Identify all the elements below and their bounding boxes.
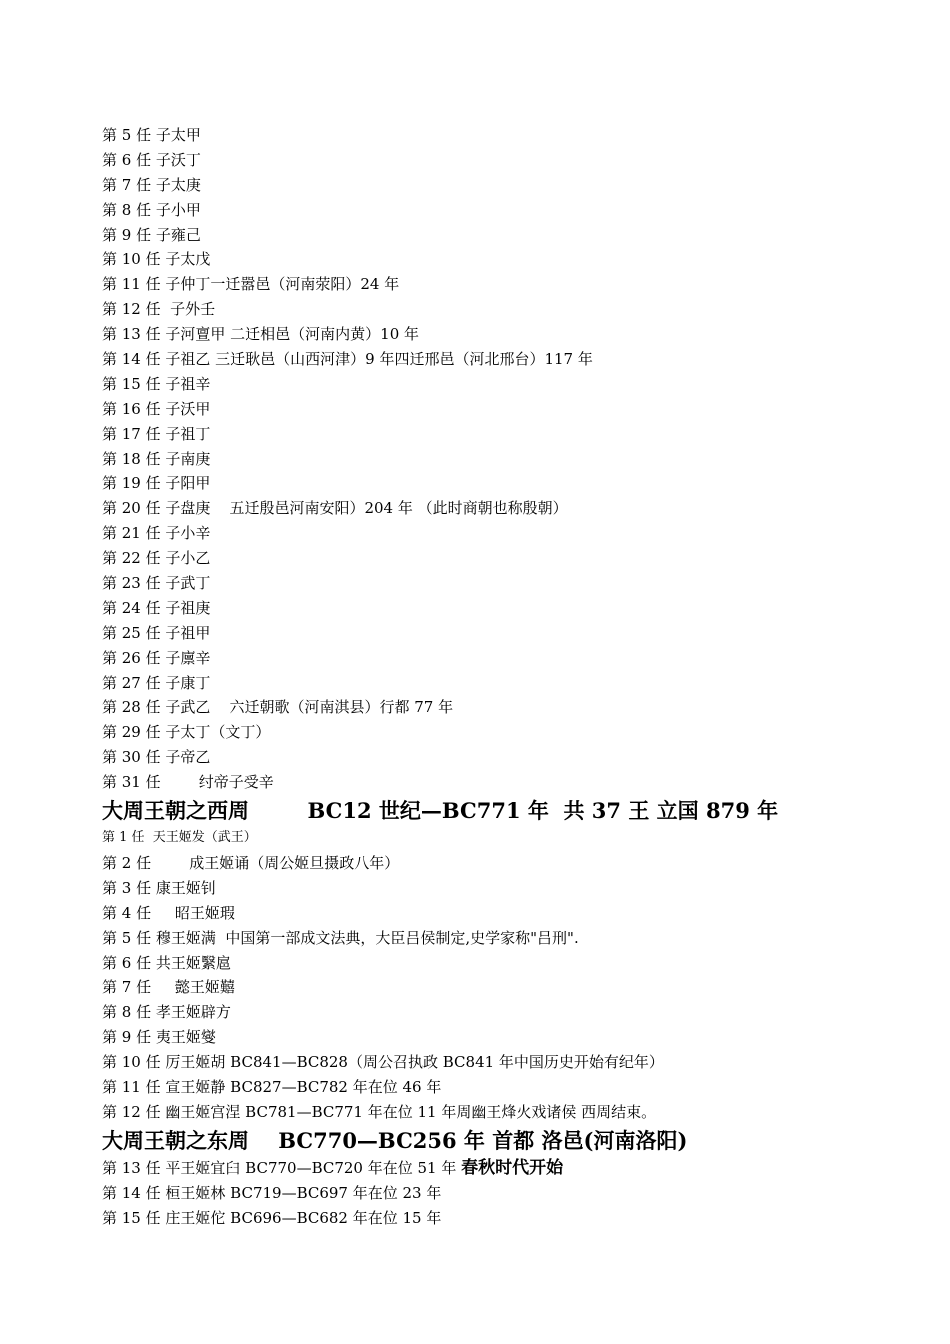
shang-king-line: 第 14 任 子祖乙 三迁耿邑（山西河津）9 年四迁邢邑（河北邢台）117 年 bbox=[102, 350, 593, 369]
shang-king-line: 第 12 任 子外壬 bbox=[102, 300, 216, 319]
shang-king-line: 第 19 任 子阳甲 bbox=[102, 474, 211, 493]
xizhou-king-line: 第 7 任 懿王姬囏 bbox=[102, 978, 235, 997]
shang-king-line: 第 31 任 纣帝子受辛 bbox=[102, 773, 274, 792]
shang-king-line: 第 25 任 子祖甲 bbox=[102, 623, 211, 642]
shang-king-line: 第 22 任 子小乙 bbox=[102, 549, 211, 568]
dongzhou-king-list bbox=[102, 1181, 882, 1231]
xizhou-king-line: 第 4 任 昭王姬瑕 bbox=[102, 903, 235, 922]
shang-king-line: 第 10 任 子太戊 bbox=[102, 250, 211, 269]
xizhou-heading: 大周王朝之西周 BC12 世纪—BC771 年 共 37 王 立国 879 年 bbox=[102, 798, 779, 824]
shang-king-line: 第 8 任 子小甲 bbox=[102, 200, 201, 219]
xizhou-king-line: 第 9 任 夷王姬燮 bbox=[102, 1028, 216, 1047]
dongzhou-king-13-text: 第 13 任 平王姬宜臼 BC770—BC720 年在位 51 年 bbox=[102, 1158, 462, 1177]
shang-king-line: 第 11 任 子仲丁一迁嚣邑（河南荥阳）24 年 bbox=[102, 275, 400, 294]
shang-king-line: 第 23 任 子武丁 bbox=[102, 574, 211, 593]
shang-king-line: 第 16 任 子沃甲 bbox=[102, 399, 211, 418]
shang-king-line: 第 6 任 子沃丁 bbox=[102, 150, 201, 169]
shang-king-line: 第 20 任 子盘庚 五迁殷邑河南安阳）204 年 （此时商朝也称殷朝） bbox=[102, 499, 568, 518]
shang-king-line: 第 9 任 子雍己 bbox=[102, 225, 201, 244]
dongzhou-king-line: 第 15 任 庄王姬佗 BC696—BC682 年在位 15 年 bbox=[102, 1208, 442, 1227]
xizhou-king-line: 第 12 任 幽王姬宫涅 BC781—BC771 年在位 11 年周幽王烽火戏诸侯 西周结束。 bbox=[102, 1102, 657, 1121]
xizhou-king-line: 第 11 任 宣王姬静 BC827—BC782 年在位 46 年 bbox=[102, 1077, 442, 1096]
shang-king-line: 第 18 任 子南庚 bbox=[102, 449, 211, 468]
shang-king-line: 第 24 任 子祖庚 bbox=[102, 598, 211, 617]
shang-king-line: 第 13 任 子河亶甲 二迁相邑（河南内黄）10 年 bbox=[102, 325, 420, 344]
chunqiu-start-label: 春秋时代开始 bbox=[461, 1157, 564, 1178]
shang-king-line: 第 27 任 子康丁 bbox=[102, 673, 211, 692]
shang-king-line: 第 28 任 子武乙 六迁朝歌（河南淇县）行都 77 年 bbox=[102, 698, 454, 717]
dongzhou-king-13 bbox=[102, 1156, 882, 1181]
shang-king-line: 第 5 任 子太甲 bbox=[102, 126, 201, 144]
shang-king-line: 第 7 任 子太庚 bbox=[102, 175, 201, 194]
shang-king-line: 第 30 任 子帝乙 bbox=[102, 748, 211, 767]
xizhou-king-line: 第 5 任 穆王姬满 中国第一部成文法典，大臣吕侯制定,史学家称"吕刑". bbox=[102, 928, 579, 947]
shang-king-line: 第 26 任 子廪辛 bbox=[102, 648, 211, 667]
shang-king-list bbox=[102, 123, 882, 795]
xizhou-king-line: 第 6 任 共王姬繄扈 bbox=[102, 953, 231, 972]
xizhou-king-line: 第 8 任 孝王姬辟方 bbox=[102, 1003, 231, 1022]
xizhou-king-line: 第 3 任 康王姬钊 bbox=[102, 878, 216, 897]
shang-king-line: 第 17 任 子祖丁 bbox=[102, 424, 211, 443]
dongzhou-king-line: 第 14 任 桓王姬林 BC719—BC697 年在位 23 年 bbox=[102, 1183, 442, 1202]
xizhou-king-list bbox=[102, 851, 882, 1125]
xizhou-king-line: 第 2 任 成王姬诵（周公姬旦摄政八年） bbox=[102, 853, 400, 872]
shang-king-line: 第 21 任 子小辛 bbox=[102, 524, 211, 543]
xizhou-king-line: 第 10 任 厉王姬胡 BC841—BC828（周公召执政 BC841 年中国历史开始有纪年） bbox=[102, 1053, 664, 1072]
shang-king-line: 第 15 任 子祖辛 bbox=[102, 374, 211, 393]
xizhou-king-1: 第 1 任 天王姬发（武王） bbox=[102, 830, 257, 846]
dongzhou-heading: 大周王朝之东周 BC770—BC256 年 首都 洛邑(河南洛阳) bbox=[102, 1127, 688, 1153]
document-page bbox=[102, 123, 882, 1230]
shang-king-line: 第 29 任 子太丁（文丁） bbox=[102, 723, 271, 742]
